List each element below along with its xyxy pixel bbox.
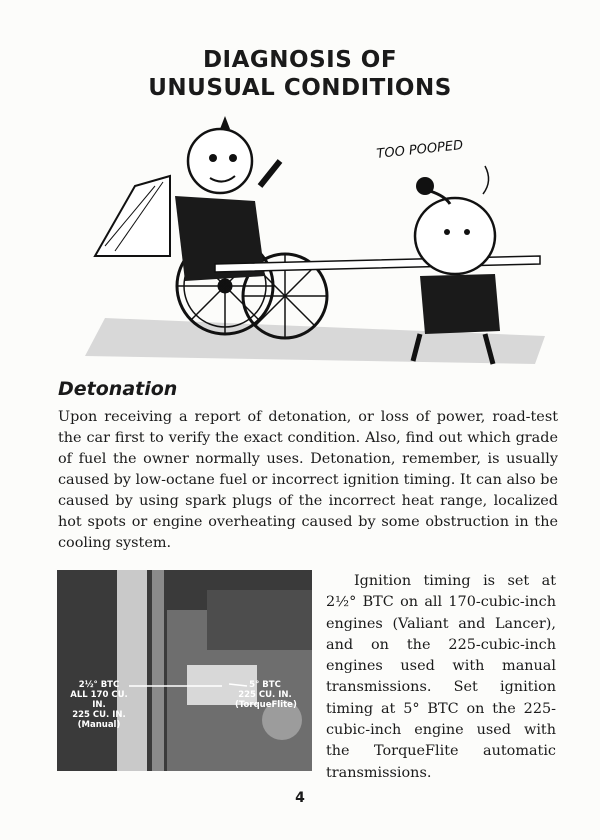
page-number: 4 <box>295 790 305 806</box>
section-heading: Detonation <box>58 378 178 400</box>
rickshaw-cartoon-illustration <box>75 106 555 378</box>
engine-timing-photo <box>57 570 312 771</box>
photo-label-torqueflite <box>235 680 295 710</box>
photo-label-line: (TorqueFlite) <box>235 700 297 710</box>
photo-label-line: (Manual) <box>77 720 121 730</box>
cartoon-caption: TOO POOPED <box>375 137 464 162</box>
body-paragraph: Upon receiving a report of detonation, or loss of power, road-test the car first to verify the exact condition. Also, find out which grade of fuel the owner normally uses. Detonation, remember, is usually caused by low-octane fuel or incorrect ignition timing. It can also be caused by using spark plugs of the incorrect heat range, localized hot spots or engine overheating caused by some obstruction in the cooling system. <box>58 409 558 551</box>
page-title <box>0 46 600 102</box>
photo-label-line: 2½° BTC <box>78 680 120 690</box>
side-paragraph <box>326 571 556 784</box>
title-line-2: UNUSUAL CONDITIONS <box>148 75 452 101</box>
photo-label-manual <box>69 680 129 730</box>
photo-label-line: 225 CU. IN. <box>72 710 126 720</box>
side-paragraph-text: Ignition timing is set at 2½° BTC on all 170-cubic-inch engines (Valiant and Lancer), and on the 225-cubic-inch engines used with manual transmissions. Set ignition timing at 5° BTC on the 225-cubic-inch engine used with the TorqueFlite automatic transmissions. <box>326 573 556 781</box>
title-line-1: DIAGNOSIS OF <box>202 47 398 73</box>
photo-label-line: ALL 170 CU. IN. <box>70 690 128 710</box>
photo-label-line: 225 CU. IN. <box>238 690 292 700</box>
photo-label-line: 5° BTC <box>249 680 281 690</box>
